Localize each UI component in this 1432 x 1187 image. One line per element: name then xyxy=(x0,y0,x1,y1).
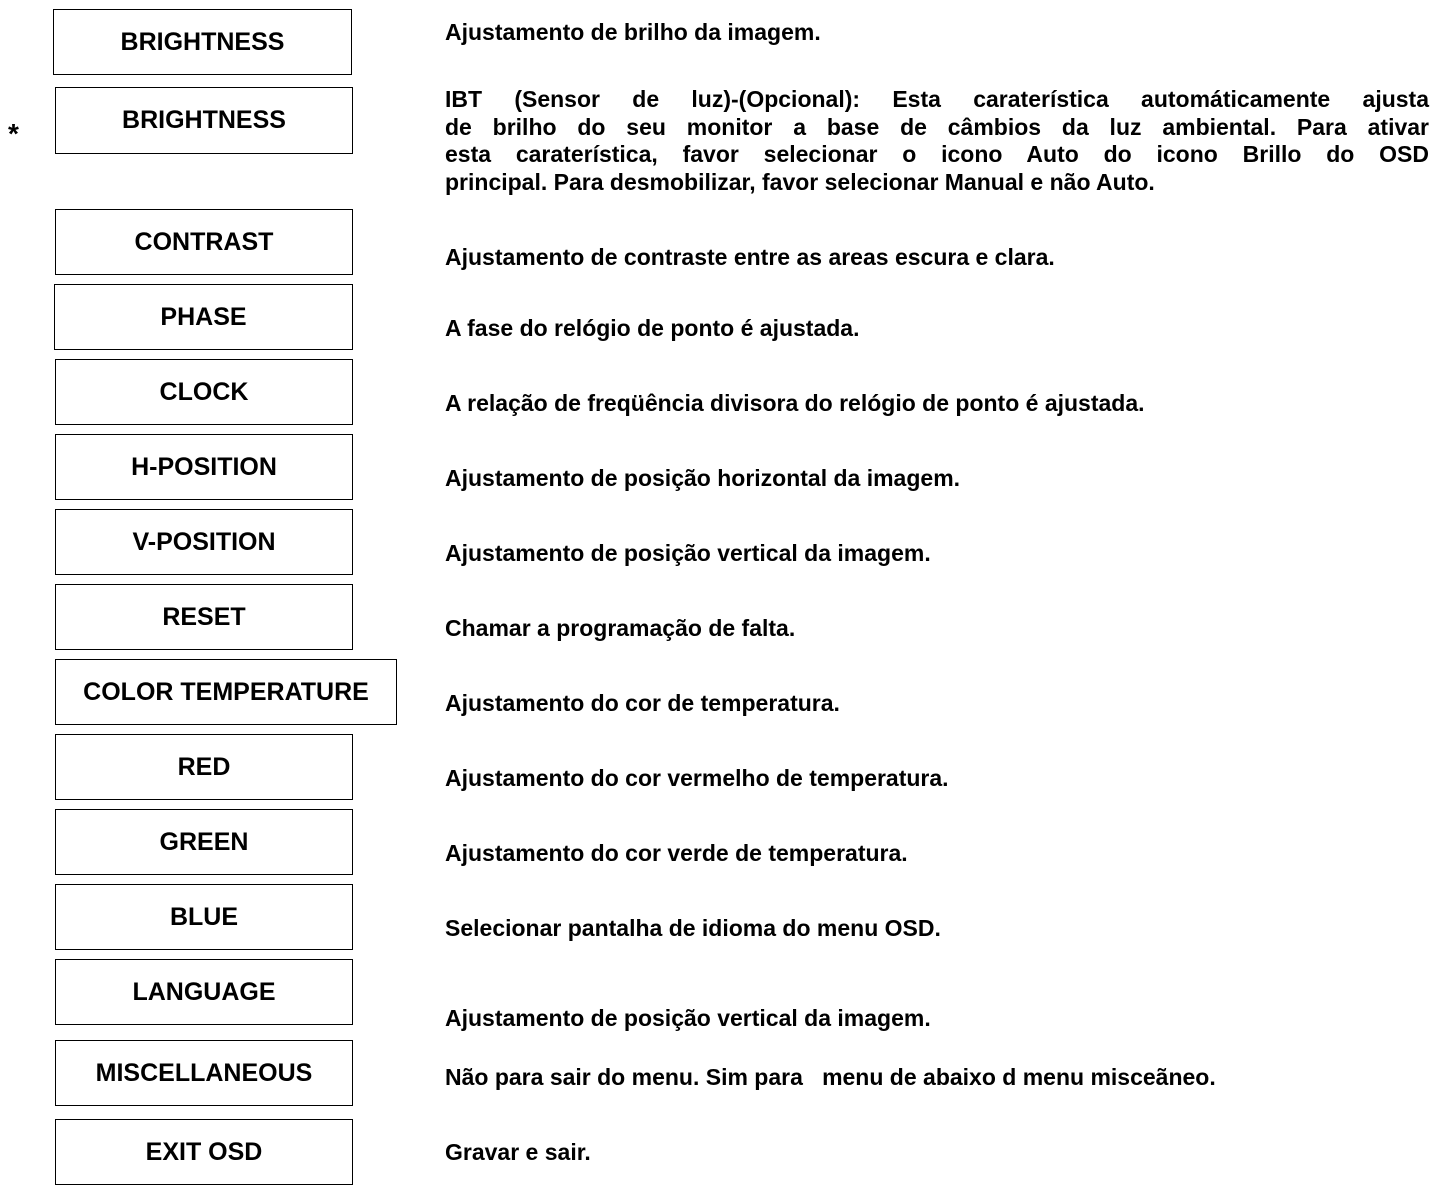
desc-brightness-ibt xyxy=(445,86,1429,196)
desc-color-temperature: Ajustamento do cor de temperatura. xyxy=(445,690,840,716)
desc-miscellaneous: Não para sair do menu. Sim para menu de abaixo d menu misceãneo. xyxy=(445,1064,1216,1090)
osd-item-h-position: H-POSITION xyxy=(55,434,353,500)
osd-item-exit-osd: EXIT OSD xyxy=(55,1119,353,1185)
osd-item-clock: CLOCK xyxy=(55,359,353,425)
desc-phase: A fase do relógio de ponto é ajustada. xyxy=(445,315,860,341)
osd-item-blue: BLUE xyxy=(55,884,353,950)
desc-red: Ajustamento do cor vermelho de temperatura. xyxy=(445,765,949,791)
desc-blue: Selecionar pantalha de idioma do menu OSD. xyxy=(445,915,941,941)
osd-item-red: RED xyxy=(55,734,353,800)
osd-item-reset: RESET xyxy=(55,584,353,650)
desc-line: IBT (Sensor de luz)-(Opcional): Esta caraterística automáticamente ajusta xyxy=(445,86,1429,112)
osd-item-brightness: BRIGHTNESS xyxy=(53,9,352,75)
osd-item-v-position: V-POSITION xyxy=(55,509,353,575)
osd-item-contrast: CONTRAST xyxy=(55,209,353,275)
desc-line: de brilho do seu monitor a base de câmbios da luz ambiental. Para ativar xyxy=(445,113,1429,140)
osd-item-brightness-ibt: BRIGHTNESS xyxy=(55,87,353,154)
osd-item-language: LANGUAGE xyxy=(55,959,353,1025)
desc-contrast: Ajustamento de contraste entre as areas escura e clara. xyxy=(445,244,1055,270)
optional-marker: * xyxy=(8,118,19,149)
osd-item-color-temperature: COLOR TEMPERATURE xyxy=(55,659,397,725)
osd-item-miscellaneous: MISCELLANEOUS xyxy=(55,1040,353,1106)
desc-exit-osd: Gravar e sair. xyxy=(445,1139,591,1165)
desc-line: esta caraterística, favor selecionar o icono Auto do icono Brillo do OSD xyxy=(445,141,1429,167)
desc-green: Ajustamento do cor verde de temperatura. xyxy=(445,840,908,866)
desc-clock: A relação de freqüência divisora do relógio de ponto é ajustada. xyxy=(445,390,1145,416)
desc-v-position: Ajustamento de posição vertical da imagem. xyxy=(445,540,931,566)
osd-item-phase: PHASE xyxy=(54,284,353,350)
osd-item-green: GREEN xyxy=(55,809,353,875)
desc-h-position: Ajustamento de posição horizontal da imagem. xyxy=(445,465,961,491)
desc-language: Ajustamento de posição vertical da imagem. xyxy=(445,1005,931,1031)
desc-line: principal. Para desmobilizar, favor selecionar Manual e não Auto. xyxy=(445,168,1155,195)
desc-brightness: Ajustamento de brilho da imagem. xyxy=(445,19,821,45)
desc-reset: Chamar a programação de falta. xyxy=(445,615,796,641)
